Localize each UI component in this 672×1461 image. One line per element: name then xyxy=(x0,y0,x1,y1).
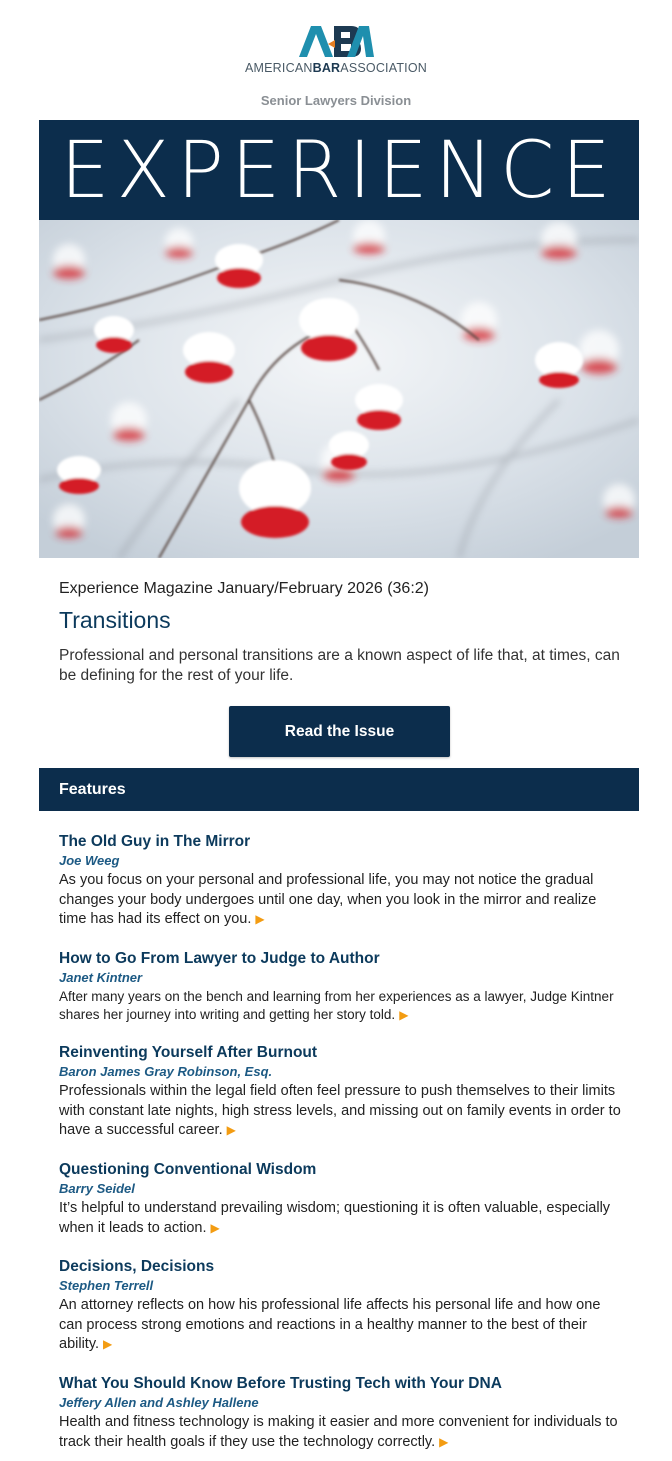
feature-article-desc: It’s helpful to understand prevailing wisdom; questioning it is often valuable, especially when it leads to action. ▶ xyxy=(59,1200,611,1236)
issue-topic: Transitions xyxy=(59,607,171,633)
features-heading: Features xyxy=(59,780,126,798)
snow-covered-berries-image xyxy=(39,220,639,558)
issue-blurb: Professional and personal transitions are a known aspect of life that, at times, can be defining for the rest of your life. xyxy=(59,647,620,684)
read-more-arrow-icon[interactable]: ▶ xyxy=(439,1434,449,1449)
feature-article-author: Janet Kintner xyxy=(59,970,143,985)
feature-article-title[interactable]: Questioning Conventional Wisdom xyxy=(59,1161,317,1178)
feature-article xyxy=(59,1161,625,1238)
features-heading-bar xyxy=(39,768,639,811)
feature-article-title[interactable]: What You Should Know Before Trusting Tech with Your DNA xyxy=(59,1375,502,1392)
division-name: Senior Lawyers Division xyxy=(260,93,412,108)
feature-article-title[interactable]: Decisions, Decisions xyxy=(59,1258,215,1275)
aba-logo-mark xyxy=(297,24,375,58)
feature-article xyxy=(59,1375,625,1452)
feature-article xyxy=(59,1258,625,1355)
issue-intro xyxy=(59,580,624,686)
aba-logo[interactable] xyxy=(0,24,672,75)
feature-article-author: Jeffery Allen and Ashley Hallene xyxy=(59,1395,259,1410)
feature-article-author: Barry Seidel xyxy=(59,1181,135,1196)
aba-wordmark: AMERICANBARASSOCIATION xyxy=(245,61,427,75)
feature-article-title[interactable]: How to Go From Lawyer to Judge to Author xyxy=(59,950,380,967)
feature-article-desc: Health and fitness technology is making it easier and more convenient for individuals to track their health goals if they use the technology correctly. ▶ xyxy=(59,1414,618,1450)
feature-article-desc: After many years on the bench and learning from her experiences as a lawyer, Judge Kintner shares her journey into writing and getting her story told. ▶ xyxy=(59,989,614,1022)
read-more-arrow-icon[interactable]: ▶ xyxy=(399,1008,409,1022)
feature-article xyxy=(59,833,625,930)
masthead-title: EXPERIENCE xyxy=(60,126,618,216)
read-more-arrow-icon[interactable]: ▶ xyxy=(103,1337,113,1351)
feature-article-author: Joe Weeg xyxy=(59,853,120,868)
feature-article-author: Baron James Gray Robinson, Esq. xyxy=(59,1064,273,1079)
read-more-arrow-icon[interactable]: ▶ xyxy=(255,912,265,926)
feature-article-desc: Professionals within the legal field often feel pressure to push themselves to their limits with constant late nights, high stress levels, and missing out on family events in order to have a successful career. ▶ xyxy=(59,1083,621,1138)
read-more-arrow-icon[interactable]: ▶ xyxy=(226,1123,236,1137)
feature-article-desc: As you focus on your personal and professional life, you may not notice the gradual changes your body undergoes until one day, when you look in the mirror and realize time has had its effect on you. ▶ xyxy=(59,872,597,927)
feature-article xyxy=(59,1044,625,1141)
feature-article-title[interactable]: Reinventing Yourself After Burnout xyxy=(59,1044,318,1061)
read-more-arrow-icon[interactable]: ▶ xyxy=(210,1220,220,1235)
feature-article xyxy=(59,950,625,1024)
feature-article-author: Stephen Terrell xyxy=(59,1278,154,1293)
feature-article-desc: An attorney reflects on how his professional life affects his personal life and how one can process strong emotions and reactions in a healthy manner to the best of their ability. ▶ xyxy=(59,1297,601,1352)
masthead-banner xyxy=(39,120,639,220)
read-the-issue-button[interactable]: Read the Issue xyxy=(229,706,450,757)
issue-line: Experience Magazine January/February 2026 (36:2) xyxy=(59,580,429,597)
feature-article-title[interactable]: The Old Guy in The Mirror xyxy=(59,833,251,850)
hero-image xyxy=(39,220,639,558)
